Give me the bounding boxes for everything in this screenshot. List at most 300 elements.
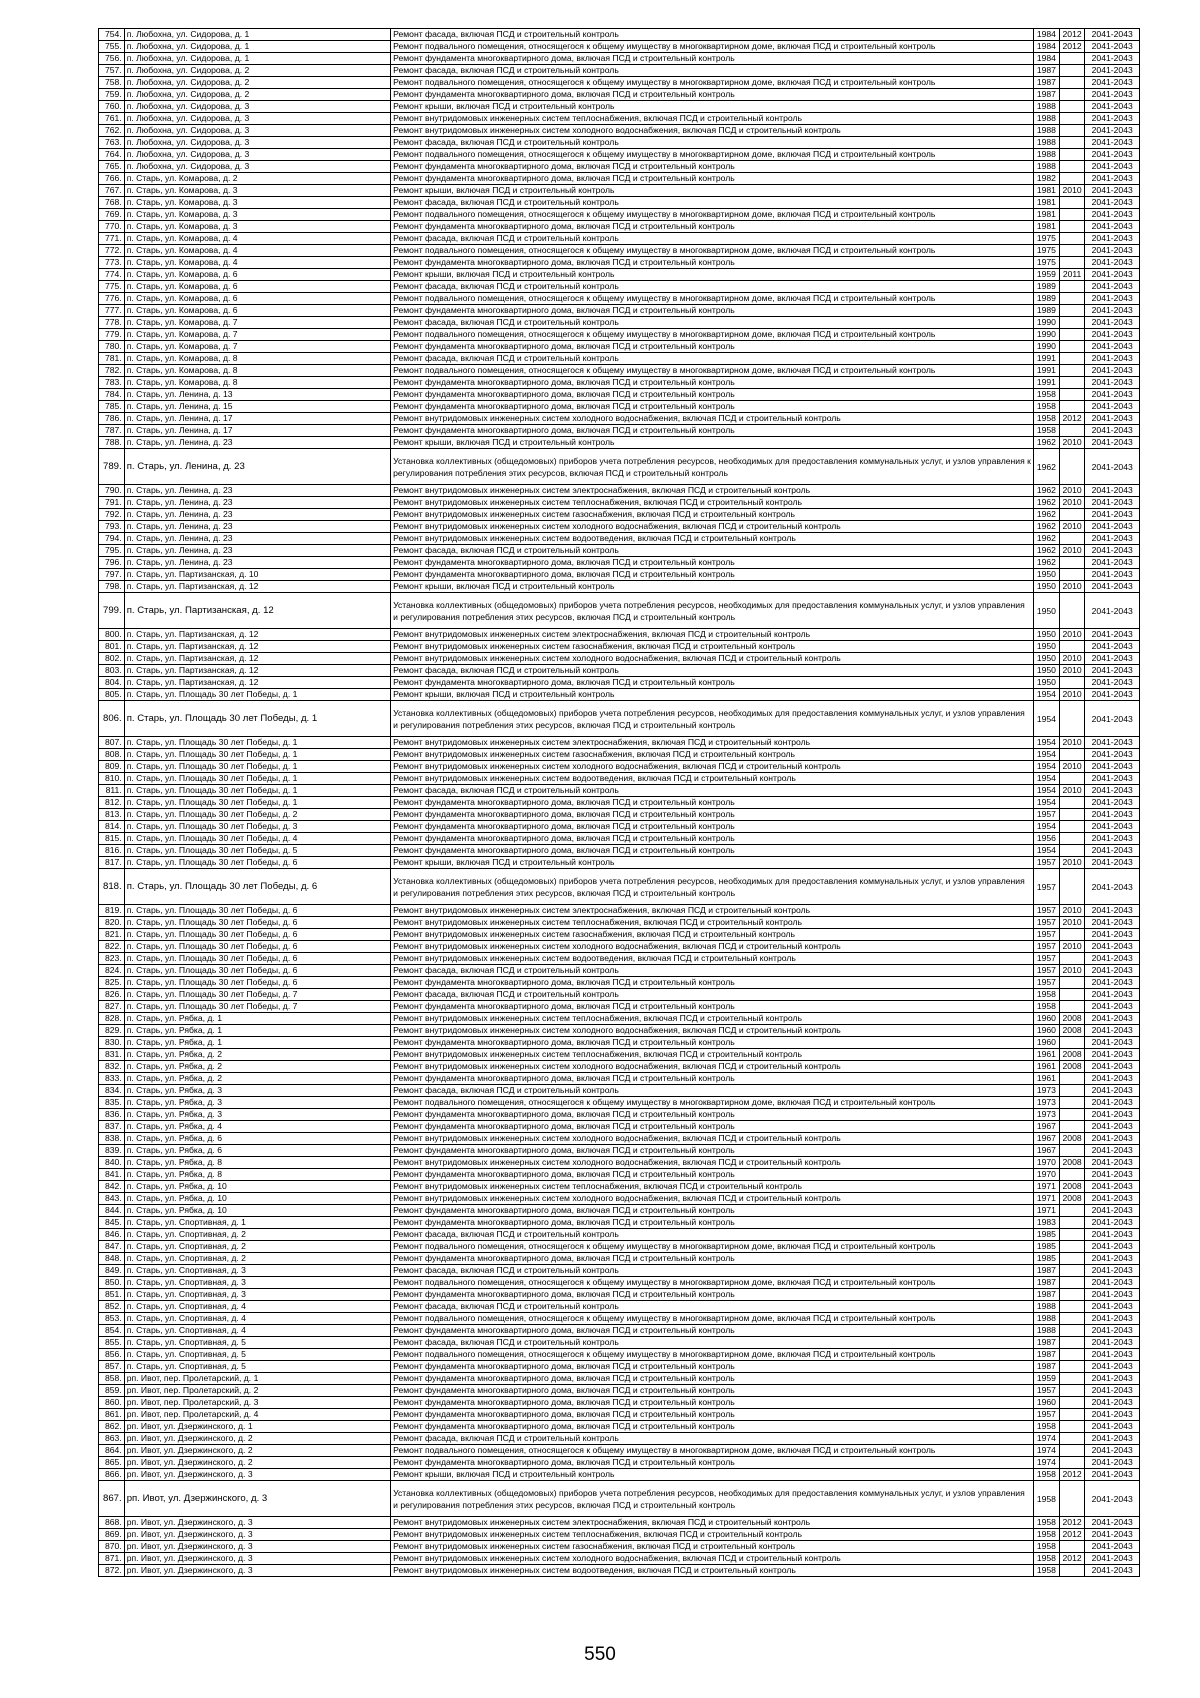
build-year-cell: 1954 [1034,785,1060,797]
last-repair-year-cell [1059,449,1085,485]
planned-period-cell: 2041-2043 [1085,857,1140,869]
last-repair-year-cell: 2010 [1059,581,1085,593]
last-repair-year-cell [1059,1253,1085,1265]
planned-period-cell: 2041-2043 [1085,1049,1140,1061]
address-cell: п. Старь, ул. Спортивная, д. 4 [124,1301,390,1313]
build-year-cell: 1960 [1034,1025,1060,1037]
work-type-cell: Ремонт фундамента многоквартирного дома, включая ПСД и строительный контроль [391,1289,1034,1301]
row-number: 794. [99,533,125,545]
work-type-cell: Ремонт внутридомовых инженерных систем холодного водоснабжения, включая ПСД и строительный контроль [391,1025,1034,1037]
build-year-cell: 1974 [1034,1433,1060,1445]
table-row [99,65,1140,77]
planned-period-cell: 2041-2043 [1085,785,1140,797]
planned-period-cell: 2041-2043 [1085,233,1140,245]
row-number: 804. [99,677,125,689]
address-cell: п. Старь, ул. Рябка, д. 1 [124,1013,390,1025]
row-number: 786. [99,413,125,425]
row-number: 833. [99,1073,125,1085]
work-type-cell: Ремонт фундамента многоквартирного дома, включая ПСД и строительный контроль [391,1217,1034,1229]
row-number: 773. [99,257,125,269]
work-type-cell: Ремонт подвального помещения, относящегося к общему имуществу в многоквартирном доме, включая ПСД и строительный контроль [391,329,1034,341]
work-type-cell: Ремонт фасада, включая ПСД и строительный контроль [391,989,1034,1001]
address-cell: п. Старь, ул. Площадь 30 лет Победы, д. 2 [124,809,390,821]
table-row [99,1397,1140,1409]
last-repair-year-cell [1059,845,1085,857]
work-type-cell: Ремонт фундамента многоквартирного дома, включая ПСД и строительный контроль [391,1145,1034,1157]
build-year-cell: 1985 [1034,1229,1060,1241]
last-repair-year-cell: 2012 [1059,41,1085,53]
table-row [99,329,1140,341]
row-number: 791. [99,497,125,509]
last-repair-year-cell: 2008 [1059,1061,1085,1073]
address-cell: п. Старь, ул. Рябка, д. 3 [124,1085,390,1097]
build-year-cell: 1985 [1034,1253,1060,1265]
table-row [99,1049,1140,1061]
last-repair-year-cell [1059,257,1085,269]
row-number: 778. [99,317,125,329]
planned-period-cell: 2041-2043 [1085,821,1140,833]
work-type-cell: Ремонт фасада, включая ПСД и строительный контроль [391,785,1034,797]
planned-period-cell: 2041-2043 [1085,1121,1140,1133]
work-type-cell: Ремонт подвального помещения, относящегося к общему имуществу в многоквартирном доме, включая ПСД и строительный контроль [391,41,1034,53]
planned-period-cell: 2041-2043 [1085,1457,1140,1469]
address-cell: п. Старь, ул. Спортивная, д. 5 [124,1337,390,1349]
work-type-cell: Ремонт внутридомовых инженерных систем холодного водоснабжения, включая ПСД и строительный контроль [391,413,1034,425]
last-repair-year-cell: 2010 [1059,761,1085,773]
planned-period-cell: 2041-2043 [1085,689,1140,701]
work-type-cell: Ремонт крыши, включая ПСД и строительный контроль [391,101,1034,113]
work-type-cell: Установка коллективных (общедомовых) приборов учета потребления ресурсов, необходимых для предоставления коммунальных услуг, и узлов управления и регулирования потребления этих ресурсов, включая ПСД и строительный контроль [391,593,1034,629]
last-repair-year-cell [1059,1109,1085,1121]
table-row [99,305,1140,317]
planned-period-cell: 2041-2043 [1085,1529,1140,1541]
last-repair-year-cell [1059,317,1085,329]
build-year-cell: 1958 [1034,1001,1060,1013]
build-year-cell: 1954 [1034,797,1060,809]
last-repair-year-cell [1059,1373,1085,1385]
planned-period-cell: 2041-2043 [1085,1481,1140,1517]
address-cell: рп. Ивот, ул. Дзержинского, д. 2 [124,1445,390,1457]
last-repair-year-cell [1059,137,1085,149]
planned-period-cell: 2041-2043 [1085,1349,1140,1361]
work-type-cell: Ремонт внутридомовых инженерных систем холодного водоснабжения, включая ПСД и строительный контроль [391,1193,1034,1205]
work-type-cell: Ремонт фундамента многоквартирного дома, включая ПСД и строительный контроль [391,1421,1034,1433]
address-cell: п. Любохна, ул. Сидорова, д. 3 [124,113,390,125]
last-repair-year-cell [1059,377,1085,389]
build-year-cell: 1975 [1034,233,1060,245]
build-year-cell: 1975 [1034,245,1060,257]
planned-period-cell: 2041-2043 [1085,1037,1140,1049]
table-row [99,101,1140,113]
build-year-cell: 1990 [1034,317,1060,329]
row-number: 803. [99,665,125,677]
planned-period-cell: 2041-2043 [1085,329,1140,341]
planned-period-cell: 2041-2043 [1085,137,1140,149]
row-number: 860. [99,1397,125,1409]
table-row [99,221,1140,233]
table-row [99,1157,1140,1169]
last-repair-year-cell [1059,1289,1085,1301]
planned-period-cell: 2041-2043 [1085,1025,1140,1037]
planned-period-cell: 2041-2043 [1085,1421,1140,1433]
planned-period-cell: 2041-2043 [1085,1109,1140,1121]
planned-period-cell: 2041-2043 [1085,1181,1140,1193]
table-row [99,137,1140,149]
build-year-cell: 1958 [1034,1469,1060,1481]
address-cell: п. Старь, ул. Комарова, д. 4 [124,245,390,257]
address-cell: п. Старь, ул. Спортивная, д. 4 [124,1313,390,1325]
planned-period-cell: 2041-2043 [1085,701,1140,737]
build-year-cell: 1984 [1034,53,1060,65]
row-number: 772. [99,245,125,257]
row-number: 764. [99,149,125,161]
row-number: 846. [99,1229,125,1241]
work-type-cell: Ремонт внутридомовых инженерных систем электроснабжения, включая ПСД и строительный контроль [391,905,1034,917]
address-cell: п. Старь, ул. Рябка, д. 2 [124,1073,390,1085]
row-number: 861. [99,1409,125,1421]
address-cell: п. Старь, ул. Партизанская, д. 12 [124,593,390,629]
table-row [99,1553,1140,1565]
last-repair-year-cell [1059,1409,1085,1421]
work-type-cell: Ремонт подвального помещения, относящегося к общему имуществу в многоквартирном доме, включая ПСД и строительный контроль [391,77,1034,89]
work-type-cell: Ремонт фасада, включая ПСД и строительный контроль [391,197,1034,209]
row-number: 821. [99,929,125,941]
row-number: 840. [99,1157,125,1169]
address-cell: п. Старь, ул. Ленина, д. 23 [124,521,390,533]
row-number: 845. [99,1217,125,1229]
last-repair-year-cell [1059,1037,1085,1049]
address-cell: п. Старь, ул. Площадь 30 лет Победы, д. 5 [124,845,390,857]
build-year-cell: 1962 [1034,521,1060,533]
work-type-cell: Ремонт внутридомовых инженерных систем водоотведения, включая ПСД и строительный контроль [391,773,1034,785]
table-row [99,1121,1140,1133]
build-year-cell: 1981 [1034,185,1060,197]
address-cell: п. Старь, ул. Партизанская, д. 12 [124,641,390,653]
last-repair-year-cell: 2008 [1059,1049,1085,1061]
work-type-cell: Ремонт фундамента многоквартирного дома, включая ПСД и строительный контроль [391,1037,1034,1049]
address-cell: п. Старь, ул. Ленина, д. 23 [124,545,390,557]
row-number: 871. [99,1553,125,1565]
table-row [99,209,1140,221]
build-year-cell: 1957 [1034,941,1060,953]
build-year-cell: 1957 [1034,1409,1060,1421]
last-repair-year-cell [1059,329,1085,341]
address-cell: п. Старь, ул. Площадь 30 лет Победы, д. 6 [124,917,390,929]
planned-period-cell: 2041-2043 [1085,1061,1140,1073]
row-number: 864. [99,1445,125,1457]
address-cell: п. Любохна, ул. Сидорова, д. 3 [124,161,390,173]
last-repair-year-cell [1059,749,1085,761]
last-repair-year-cell: 2012 [1059,1553,1085,1565]
row-number: 823. [99,953,125,965]
address-cell: п. Старь, ул. Площадь 30 лет Победы, д. 4 [124,833,390,845]
table-row [99,833,1140,845]
work-type-cell: Ремонт фундамента многоквартирного дома, включая ПСД и строительный контроль [391,1001,1034,1013]
build-year-cell: 1954 [1034,737,1060,749]
build-year-cell: 1957 [1034,809,1060,821]
build-year-cell: 1987 [1034,1361,1060,1373]
row-number: 770. [99,221,125,233]
last-repair-year-cell [1059,1385,1085,1397]
last-repair-year-cell [1059,1565,1085,1577]
address-cell: п. Старь, ул. Спортивная, д. 3 [124,1277,390,1289]
address-cell: п. Любохна, ул. Сидорова, д. 3 [124,149,390,161]
table-row [99,1481,1140,1517]
planned-period-cell: 2041-2043 [1085,1073,1140,1085]
build-year-cell: 1988 [1034,125,1060,137]
planned-period-cell: 2041-2043 [1085,245,1140,257]
work-type-cell: Ремонт фасада, включая ПСД и строительный контроль [391,1085,1034,1097]
last-repair-year-cell [1059,113,1085,125]
build-year-cell: 1961 [1034,1073,1060,1085]
last-repair-year-cell [1059,1481,1085,1517]
address-cell: п. Старь, ул. Площадь 30 лет Победы, д. 6 [124,929,390,941]
last-repair-year-cell [1059,1361,1085,1373]
work-type-cell: Ремонт фундамента многоквартирного дома, включая ПСД и строительный контроль [391,1205,1034,1217]
last-repair-year-cell: 2008 [1059,1025,1085,1037]
planned-period-cell: 2041-2043 [1085,1409,1140,1421]
work-type-cell: Ремонт внутридомовых инженерных систем теплоснабжения, включая ПСД и строительный контроль [391,1013,1034,1025]
planned-period-cell: 2041-2043 [1085,1013,1140,1025]
work-type-cell: Ремонт фундамента многоквартирного дома, включая ПСД и строительный контроль [391,89,1034,101]
build-year-cell: 1957 [1034,905,1060,917]
last-repair-year-cell [1059,929,1085,941]
row-number: 847. [99,1241,125,1253]
address-cell: рп. Ивот, ул. Дзержинского, д. 3 [124,1565,390,1577]
build-year-cell: 1957 [1034,965,1060,977]
planned-period-cell: 2041-2043 [1085,929,1140,941]
table-row [99,77,1140,89]
planned-period-cell: 2041-2043 [1085,797,1140,809]
table-row [99,821,1140,833]
row-number: 756. [99,53,125,65]
build-year-cell: 1971 [1034,1193,1060,1205]
table-row [99,689,1140,701]
build-year-cell: 1962 [1034,545,1060,557]
planned-period-cell: 2041-2043 [1085,581,1140,593]
build-year-cell: 1987 [1034,65,1060,77]
planned-period-cell: 2041-2043 [1085,341,1140,353]
work-type-cell: Ремонт фундамента многоквартирного дома, включая ПСД и строительный контроль [391,173,1034,185]
work-type-cell: Ремонт фундамента многоквартирного дома, включая ПСД и строительный контроль [391,1385,1034,1397]
work-type-cell: Установка коллективных (общедомовых) приборов учета потребления ресурсов, необходимых для предоставления коммунальных услуг, и узлов управления и регулирования потребления этих ресурсов, включая ПСД и строительный контроль [391,701,1034,737]
work-type-cell: Ремонт крыши, включая ПСД и строительный контроль [391,689,1034,701]
build-year-cell: 1989 [1034,281,1060,293]
table-row [99,1373,1140,1385]
work-type-cell: Ремонт фундамента многоквартирного дома, включая ПСД и строительный контроль [391,821,1034,833]
address-cell: п. Старь, ул. Комарова, д. 6 [124,269,390,281]
table-row [99,749,1140,761]
table-row [99,1109,1140,1121]
address-cell: п. Старь, ул. Рябка, д. 6 [124,1133,390,1145]
table-row [99,1433,1140,1445]
address-cell: п. Старь, ул. Спортивная, д. 5 [124,1349,390,1361]
table-row [99,41,1140,53]
work-type-cell: Ремонт фасада, включая ПСД и строительный контроль [391,1433,1034,1445]
last-repair-year-cell: 2008 [1059,1133,1085,1145]
build-year-cell: 1961 [1034,1049,1060,1061]
last-repair-year-cell [1059,101,1085,113]
table-row [99,437,1140,449]
table-row [99,185,1140,197]
planned-period-cell: 2041-2043 [1085,749,1140,761]
table-row [99,317,1140,329]
table-row [99,1565,1140,1577]
work-type-cell: Ремонт фасада, включая ПСД и строительный контроль [391,1265,1034,1277]
address-cell: п. Старь, ул. Рябка, д. 2 [124,1049,390,1061]
row-number: 824. [99,965,125,977]
table-row [99,1145,1140,1157]
build-year-cell: 1989 [1034,305,1060,317]
table-row [99,533,1140,545]
table-row [99,1013,1140,1025]
build-year-cell: 1987 [1034,89,1060,101]
build-year-cell: 1988 [1034,149,1060,161]
row-number: 769. [99,209,125,221]
last-repair-year-cell [1059,1301,1085,1313]
last-repair-year-cell [1059,821,1085,833]
planned-period-cell: 2041-2043 [1085,1373,1140,1385]
planned-period-cell: 2041-2043 [1085,845,1140,857]
table-row [99,917,1140,929]
row-number: 870. [99,1541,125,1553]
last-repair-year-cell [1059,65,1085,77]
build-year-cell: 1959 [1034,1373,1060,1385]
address-cell: п. Старь, ул. Спортивная, д. 3 [124,1265,390,1277]
build-year-cell: 1954 [1034,821,1060,833]
last-repair-year-cell: 2010 [1059,653,1085,665]
build-year-cell: 1973 [1034,1097,1060,1109]
last-repair-year-cell [1059,281,1085,293]
table-row [99,797,1140,809]
planned-period-cell: 2041-2043 [1085,1289,1140,1301]
row-number: 755. [99,41,125,53]
work-type-cell: Ремонт внутридомовых инженерных систем газоснабжения, включая ПСД и строительный контроль [391,749,1034,761]
address-cell: рп. Ивот, ул. Дзержинского, д. 2 [124,1457,390,1469]
table-row [99,53,1140,65]
address-cell: п. Старь, ул. Площадь 30 лет Победы, д. 1 [124,797,390,809]
build-year-cell: 1988 [1034,161,1060,173]
last-repair-year-cell [1059,1277,1085,1289]
build-year-cell: 1954 [1034,761,1060,773]
address-cell: п. Старь, ул. Спортивная, д. 4 [124,1325,390,1337]
row-number: 865. [99,1457,125,1469]
table-row [99,1265,1140,1277]
planned-period-cell: 2041-2043 [1085,365,1140,377]
last-repair-year-cell [1059,1241,1085,1253]
address-cell: п. Старь, ул. Площадь 30 лет Победы, д. 1 [124,737,390,749]
address-cell: п. Старь, ул. Площадь 30 лет Победы, д. 6 [124,857,390,869]
row-number: 759. [99,89,125,101]
work-type-cell: Ремонт фундамента многоквартирного дома, включая ПСД и строительный контроль [391,977,1034,989]
row-number: 850. [99,1277,125,1289]
address-cell: п. Старь, ул. Комарова, д. 6 [124,305,390,317]
row-number: 814. [99,821,125,833]
row-number: 813. [99,809,125,821]
last-repair-year-cell [1059,149,1085,161]
build-year-cell: 1962 [1034,497,1060,509]
row-number: 851. [99,1289,125,1301]
address-cell: рп. Ивот, пер. Пролетарский, д. 1 [124,1373,390,1385]
build-year-cell: 1956 [1034,833,1060,845]
table-row [99,245,1140,257]
last-repair-year-cell: 2010 [1059,689,1085,701]
row-number: 832. [99,1061,125,1073]
last-repair-year-cell [1059,773,1085,785]
table-row [99,869,1140,905]
planned-period-cell: 2041-2043 [1085,65,1140,77]
table-row [99,257,1140,269]
work-type-cell: Ремонт крыши, включая ПСД и строительный контроль [391,185,1034,197]
work-type-cell: Ремонт фундамента многоквартирного дома, включая ПСД и строительный контроль [391,809,1034,821]
address-cell: п. Любохна, ул. Сидорова, д. 3 [124,101,390,113]
work-type-cell: Ремонт внутридомовых инженерных систем водоотведения, включая ПСД и строительный контроль [391,1565,1034,1577]
table-row [99,905,1140,917]
last-repair-year-cell [1059,77,1085,89]
last-repair-year-cell [1059,1325,1085,1337]
build-year-cell: 1983 [1034,1217,1060,1229]
planned-period-cell: 2041-2043 [1085,1001,1140,1013]
row-number: 858. [99,1373,125,1385]
table-row [99,773,1140,785]
address-cell: п. Старь, ул. Рябка, д. 3 [124,1097,390,1109]
last-repair-year-cell: 2010 [1059,941,1085,953]
work-type-cell: Ремонт фасада, включая ПСД и строительный контроль [391,233,1034,245]
row-number: 838. [99,1133,125,1145]
row-number: 754. [99,29,125,41]
planned-period-cell: 2041-2043 [1085,317,1140,329]
last-repair-year-cell [1059,953,1085,965]
last-repair-year-cell [1059,1457,1085,1469]
row-number: 792. [99,509,125,521]
table-row [99,1313,1140,1325]
table-row [99,557,1140,569]
work-type-cell: Ремонт крыши, включая ПСД и строительный контроль [391,857,1034,869]
work-type-cell: Ремонт фундамента многоквартирного дома, включая ПСД и строительный контроль [391,557,1034,569]
work-type-cell: Ремонт подвального помещения, относящегося к общему имуществу в многоквартирном доме, включая ПСД и строительный контроль [391,293,1034,305]
last-repair-year-cell [1059,1001,1085,1013]
row-number: 849. [99,1265,125,1277]
build-year-cell: 1991 [1034,377,1060,389]
last-repair-year-cell: 2010 [1059,629,1085,641]
planned-period-cell: 2041-2043 [1085,185,1140,197]
address-cell: п. Старь, ул. Ленина, д. 23 [124,557,390,569]
build-year-cell: 1957 [1034,1385,1060,1397]
table-row [99,1181,1140,1193]
address-cell: п. Любохна, ул. Сидорова, д. 3 [124,125,390,137]
build-year-cell: 1954 [1034,689,1060,701]
row-number: 767. [99,185,125,197]
table-row [99,413,1140,425]
work-type-cell: Ремонт фасада, включая ПСД и строительный контроль [391,965,1034,977]
work-type-cell: Установка коллективных (общедомовых) приборов учета потребления ресурсов, необходимых для предоставления коммунальных услуг, и узлов управления и регулирования потребления этих ресурсов, включая ПСД и строительный контроль [391,1481,1034,1517]
last-repair-year-cell [1059,1337,1085,1349]
address-cell: п. Старь, ул. Площадь 30 лет Победы, д. 6 [124,941,390,953]
last-repair-year-cell [1059,1085,1085,1097]
build-year-cell: 1957 [1034,857,1060,869]
row-number: 789. [99,449,125,485]
planned-period-cell: 2041-2043 [1085,1277,1140,1289]
row-number: 781. [99,353,125,365]
repair-schedule-table [98,28,1140,1577]
row-number: 800. [99,629,125,641]
build-year-cell: 1970 [1034,1169,1060,1181]
table-row [99,785,1140,797]
planned-period-cell: 2041-2043 [1085,173,1140,185]
last-repair-year-cell [1059,305,1085,317]
table-row [99,1421,1140,1433]
planned-period-cell: 2041-2043 [1085,1097,1140,1109]
